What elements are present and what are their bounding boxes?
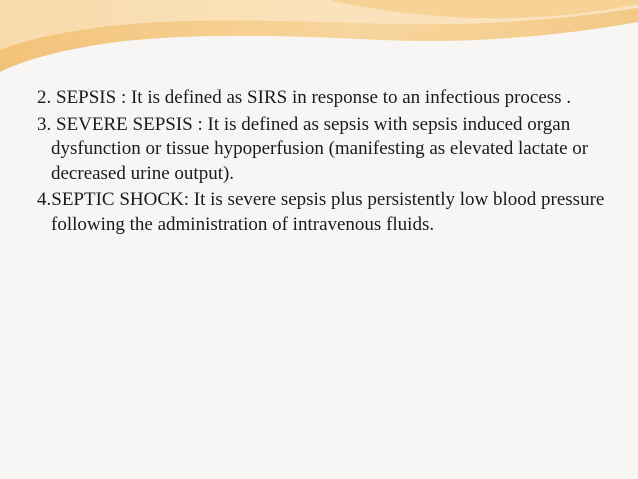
definition-sepsis: 2. SEPSIS : It is defined as SIRS in response to an infectious process .: [37, 87, 572, 108]
definition-septic-shock: 4.SEPTIC SHOCK: It is severe sepsis plus persistently low blood pressure following the administration of intravenous fluids.: [37, 189, 605, 235]
slide-body: [37, 86, 607, 239]
decorative-wave-header: [0, 0, 638, 90]
definition-severe-sepsis: 3. SEVERE SEPSIS : It is defined as sepsis with sepsis induced organ dysfunction or tissue hypoperfusion (manifesting as elevated lactate or decreased urine output).: [37, 113, 589, 184]
